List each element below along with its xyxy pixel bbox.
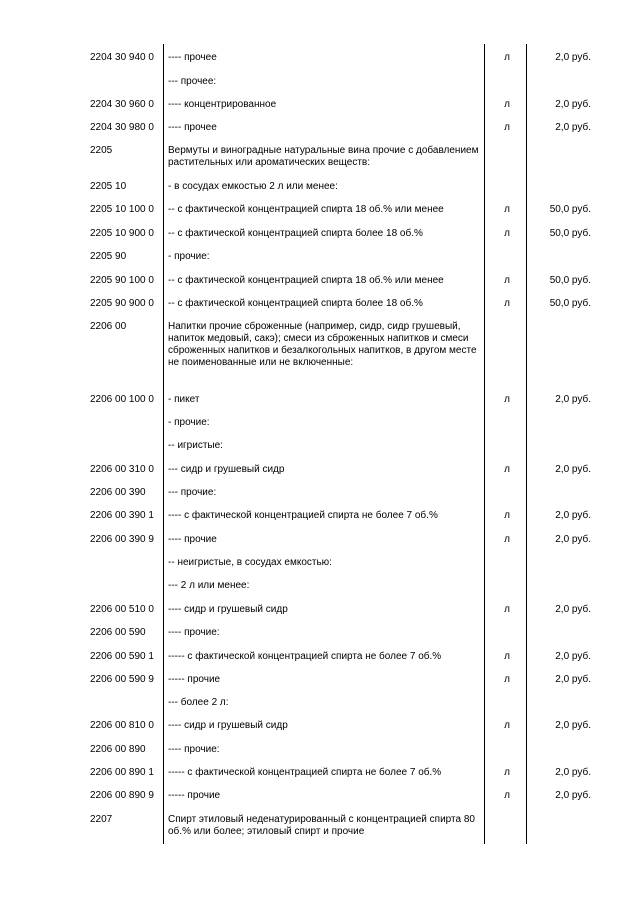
code-cell: 2204 30 940 0 <box>90 52 154 63</box>
unit-cell: л <box>504 52 510 63</box>
code-cell: 2206 00 810 0 <box>90 720 154 731</box>
description-cell: ---- сидр и грушевый сидр <box>168 604 288 615</box>
description-cell: Вермуты и виноградные натуральные вина прочие с добавлением растительных или ароматических веществ: <box>168 145 479 168</box>
description-cell: ---- прочие: <box>168 744 220 755</box>
unit-cell: л <box>504 534 510 545</box>
column-divider <box>484 44 485 844</box>
rate-cell: 2,0 руб. <box>555 534 591 545</box>
rate-cell: 2,0 руб. <box>555 99 591 110</box>
unit-cell: л <box>504 720 510 731</box>
code-cell: 2205 10 <box>90 181 127 192</box>
code-cell: 2206 00 310 0 <box>90 464 154 475</box>
unit-cell: л <box>504 228 510 239</box>
code-cell: 2206 00 590 <box>90 627 146 638</box>
rate-cell: 2,0 руб. <box>555 52 591 63</box>
description-cell: --- прочее: <box>168 76 217 87</box>
rate-cell: 2,0 руб. <box>555 767 591 778</box>
description-cell: -- с фактической концентрацией спирта более 18 об.% <box>168 298 423 309</box>
description-cell: ---- сидр и грушевый сидр <box>168 720 288 731</box>
code-cell: 2206 00 590 1 <box>90 651 154 662</box>
description-cell: - прочие: <box>168 251 210 262</box>
unit-cell: л <box>504 464 510 475</box>
description-cell: -- игристые: <box>168 440 223 451</box>
code-cell: 2206 00 590 9 <box>90 674 154 685</box>
code-cell: 2205 <box>90 145 113 156</box>
code-cell: 2205 90 100 0 <box>90 275 154 286</box>
description-cell: ----- прочие <box>168 674 221 685</box>
rate-cell: 2,0 руб. <box>555 394 591 405</box>
description-cell: ---- с фактической концентрацией спирта не более 7 об.% <box>168 510 438 521</box>
unit-cell: л <box>504 99 510 110</box>
unit-cell: л <box>504 767 510 778</box>
unit-cell: л <box>504 651 510 662</box>
code-cell: 2204 30 980 0 <box>90 122 154 133</box>
description-cell: Напитки прочие сброженные (например, сидр, сидр грушевый, напиток медовый, сакэ); смеси из сброженных напитков и смеси сброженных напитков и безалкогольных напитков, в другом месте не поименованные или не включенные: <box>168 321 477 368</box>
unit-cell: л <box>504 510 510 521</box>
rate-cell: 2,0 руб. <box>555 720 591 731</box>
description-cell: ---- прочее <box>168 52 217 63</box>
description-cell: -- с фактической концентрацией спирта 18 об.% или менее <box>168 204 444 215</box>
unit-cell: л <box>504 604 510 615</box>
unit-cell: л <box>504 394 510 405</box>
rate-cell: 50,0 руб. <box>549 275 591 286</box>
description-cell: --- прочие: <box>168 487 217 498</box>
description-cell: --- более 2 л: <box>168 697 229 708</box>
unit-cell: л <box>504 122 510 133</box>
code-cell: 2206 00 890 <box>90 744 146 755</box>
description-cell: ---- концентрированное <box>168 99 277 110</box>
unit-cell: л <box>504 674 510 685</box>
description-cell: - в сосудах емкостью 2 л или менее: <box>168 181 338 192</box>
description-cell: --- 2 л или менее: <box>168 580 250 591</box>
code-cell: 2206 00 390 9 <box>90 534 154 545</box>
description-cell: -- с фактической концентрацией спирта 18 об.% или менее <box>168 275 444 286</box>
code-cell: 2205 90 900 0 <box>90 298 154 309</box>
code-cell: 2206 00 890 1 <box>90 767 154 778</box>
code-cell: 2207 <box>90 814 113 825</box>
description-cell: Спирт этиловый неденатурированный с концентрацией спирта 80 об.% или более; этиловый спирт и прочие <box>168 814 475 837</box>
unit-cell: л <box>504 298 510 309</box>
description-cell: ----- прочие <box>168 790 221 801</box>
code-cell: 2206 00 100 0 <box>90 394 154 405</box>
rate-cell: 2,0 руб. <box>555 674 591 685</box>
description-cell: -- с фактической концентрацией спирта более 18 об.% <box>168 228 423 239</box>
rate-cell: 2,0 руб. <box>555 464 591 475</box>
rate-cell: 2,0 руб. <box>555 790 591 801</box>
rate-cell: 2,0 руб. <box>555 122 591 133</box>
description-cell: - прочие: <box>168 417 210 428</box>
rate-cell: 50,0 руб. <box>549 228 591 239</box>
description-cell: -- неигристые, в сосудах емкостью: <box>168 557 332 568</box>
description-cell: - пикет <box>168 394 200 405</box>
description-cell: ---- прочие <box>168 534 217 545</box>
rate-cell: 50,0 руб. <box>549 298 591 309</box>
rate-cell: 2,0 руб. <box>555 651 591 662</box>
code-cell: 2206 00 <box>90 321 127 332</box>
code-cell: 2204 30 960 0 <box>90 99 154 110</box>
unit-cell: л <box>504 790 510 801</box>
code-cell: 2206 00 390 <box>90 487 146 498</box>
description-cell: ----- с фактической концентрацией спирта не более 7 об.% <box>168 651 442 662</box>
code-cell: 2205 90 <box>90 251 127 262</box>
column-divider <box>163 44 164 844</box>
description-cell: ----- с фактической концентрацией спирта не более 7 об.% <box>168 767 442 778</box>
rate-cell: 2,0 руб. <box>555 510 591 521</box>
code-cell: 2206 00 390 1 <box>90 510 154 521</box>
code-cell: 2205 10 100 0 <box>90 204 154 215</box>
description-cell: ---- прочие: <box>168 627 220 638</box>
unit-cell: л <box>504 275 510 286</box>
rate-cell: 50,0 руб. <box>549 204 591 215</box>
code-cell: 2205 10 900 0 <box>90 228 154 239</box>
description-cell: --- сидр и грушевый сидр <box>168 464 285 475</box>
code-cell: 2206 00 890 9 <box>90 790 154 801</box>
description-cell: ---- прочее <box>168 122 217 133</box>
code-cell: 2206 00 510 0 <box>90 604 154 615</box>
unit-cell: л <box>504 204 510 215</box>
rate-cell: 2,0 руб. <box>555 604 591 615</box>
